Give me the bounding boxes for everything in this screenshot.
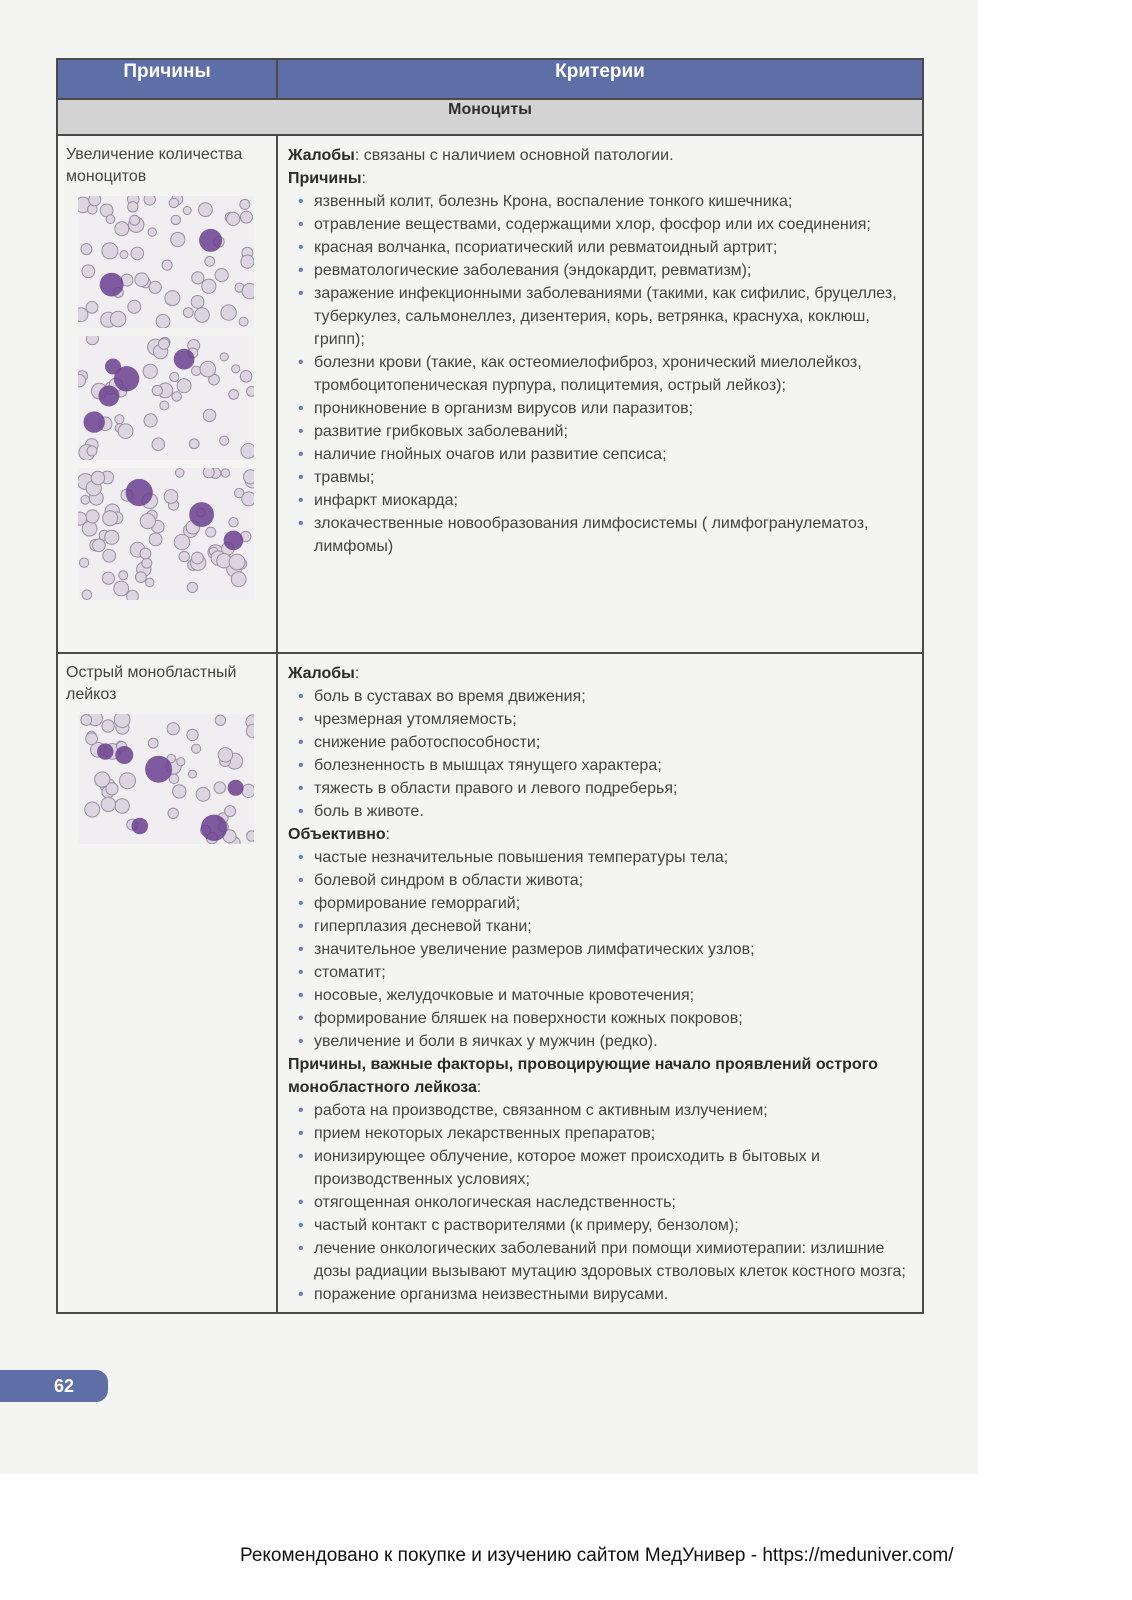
list-item: • прием некоторых лекарственных препаратов; xyxy=(314,1122,912,1145)
block-label: Причины xyxy=(288,170,362,187)
list-item: • значительное увеличение размеров лимфатических узлов; xyxy=(314,938,912,961)
cause-text: Острый монобластный лейкоз xyxy=(66,664,237,703)
bullet-list xyxy=(288,685,912,823)
bullet-list xyxy=(288,190,912,558)
blood-smear-image xyxy=(78,714,254,844)
list-item: • отягощенная онкологическая наследственность; xyxy=(314,1191,912,1214)
list-item: • стоматит; xyxy=(314,961,912,984)
criteria-table xyxy=(56,58,924,1314)
block-label: Причины, важные факторы, провоцирующие начало проявлений острого монобластного лейкоза xyxy=(288,1056,878,1096)
list-item: • инфаркт миокарда; xyxy=(314,489,912,512)
criteria-block xyxy=(288,167,912,558)
cause-cell xyxy=(57,653,277,1313)
list-item: • гиперплазия десневой ткани; xyxy=(314,915,912,938)
criteria-cell xyxy=(277,653,923,1313)
list-item: • увеличение и боли в яичках у мужчин (редко). xyxy=(314,1030,912,1053)
block-label: Объективно xyxy=(288,826,386,843)
section-title: Моноциты xyxy=(57,99,923,135)
table-header-row xyxy=(57,59,923,99)
list-item: • болевой синдром в области живота; xyxy=(314,869,912,892)
list-item: • отравление веществами, содержащими хлор, фосфор или их соединения; xyxy=(314,213,912,236)
list-item: • язвенный колит, болезнь Крона, воспаление тонкого кишечника; xyxy=(314,190,912,213)
criteria-block xyxy=(288,662,912,823)
block-text: : xyxy=(476,1079,482,1096)
table-row xyxy=(57,653,923,1313)
cause-cell xyxy=(57,135,277,653)
list-item: • проникновение в организм вирусов или паразитов; xyxy=(314,397,912,420)
blood-smear-image xyxy=(78,468,254,600)
list-item: • носовые, желудочковые и маточные кровотечения; xyxy=(314,984,912,1007)
list-item: • частые незначительные повышения температуры тела; xyxy=(314,846,912,869)
bullet-list xyxy=(288,1099,912,1306)
list-item: • чрезмерная утомляемость; xyxy=(314,708,912,731)
block-text: : xyxy=(385,826,391,843)
list-item: • болезненность в мышцах тянущего характера; xyxy=(314,754,912,777)
header-causes: Причины xyxy=(57,59,277,99)
footer-note: Рекомендовано к покупке и изучению сайтом МедУнивер - https://meduniver.com/ xyxy=(240,1545,954,1566)
bullet-list xyxy=(288,846,912,1053)
list-item: • поражение организма неизвестными вирусами. xyxy=(314,1283,912,1306)
page-number: 62 xyxy=(0,1370,108,1402)
list-item: • лечение онкологических заболеваний при помощи химиотерапии: излишние дозы радиации вызывают мутацию здоровых стволовых клеток костного мозга; xyxy=(314,1237,912,1283)
header-criteria: Критерии xyxy=(277,59,923,99)
cause-text: Увеличение количества моноцитов xyxy=(66,146,243,185)
block-text: : xyxy=(354,665,360,682)
list-item: • наличие гнойных очагов или развитие сепсиса; xyxy=(314,443,912,466)
list-item: • боль в животе. xyxy=(314,800,912,823)
list-item: • ионизирующее облучение, которое может происходить в бытовых и производственных условиях; xyxy=(314,1145,912,1191)
list-item: • красная волчанка, псориатический или ревматоидный артрит; xyxy=(314,236,912,259)
criteria-block xyxy=(288,144,912,167)
criteria-block xyxy=(288,1053,912,1306)
block-label: Жалобы xyxy=(288,147,355,164)
list-item: • формирование геморрагий; xyxy=(314,892,912,915)
list-item: • болезни крови (такие, как остеомиелофиброз, хронический миелолейкоз, тромбоцитопеническая пурпура, полицитемия, острый лейкоз); xyxy=(314,351,912,397)
blood-smear-image xyxy=(78,196,254,328)
block-text: : xyxy=(361,170,367,187)
list-item: • развитие грибковых заболеваний; xyxy=(314,420,912,443)
criteria-block xyxy=(288,823,912,1053)
list-item: • частый контакт с растворителями (к примеру, бензолом); xyxy=(314,1214,912,1237)
section-row xyxy=(57,99,923,135)
list-item: • заражение инфекционными заболеваниями (такими, как сифилис, бруцеллез, туберкулез, сальмонеллез, дизентерия, корь, ветрянка, краснуха, коклюш, грипп); xyxy=(314,282,912,351)
list-item: • снижение работоспособности; xyxy=(314,731,912,754)
list-item: • формирование бляшек на поверхности кожных покровов; xyxy=(314,1007,912,1030)
list-item: • боль в суставах во время движения; xyxy=(314,685,912,708)
list-item: • ревматологические заболевания (эндокардит, ревматизм); xyxy=(314,259,912,282)
list-item: • травмы; xyxy=(314,466,912,489)
criteria-cell xyxy=(277,135,923,653)
list-item: • злокачественные новообразования лимфосистемы ( лимфогранулематоз, лимфомы) xyxy=(314,512,912,558)
block-text: : связаны с наличием основной патологии. xyxy=(354,147,674,164)
list-item: • тяжесть в области правого и левого подреберья; xyxy=(314,777,912,800)
block-label: Жалобы xyxy=(288,665,355,682)
list-item: • работа на производстве, связанном с активным излучением; xyxy=(314,1099,912,1122)
blood-smear-image xyxy=(78,336,254,460)
table-row xyxy=(57,135,923,653)
